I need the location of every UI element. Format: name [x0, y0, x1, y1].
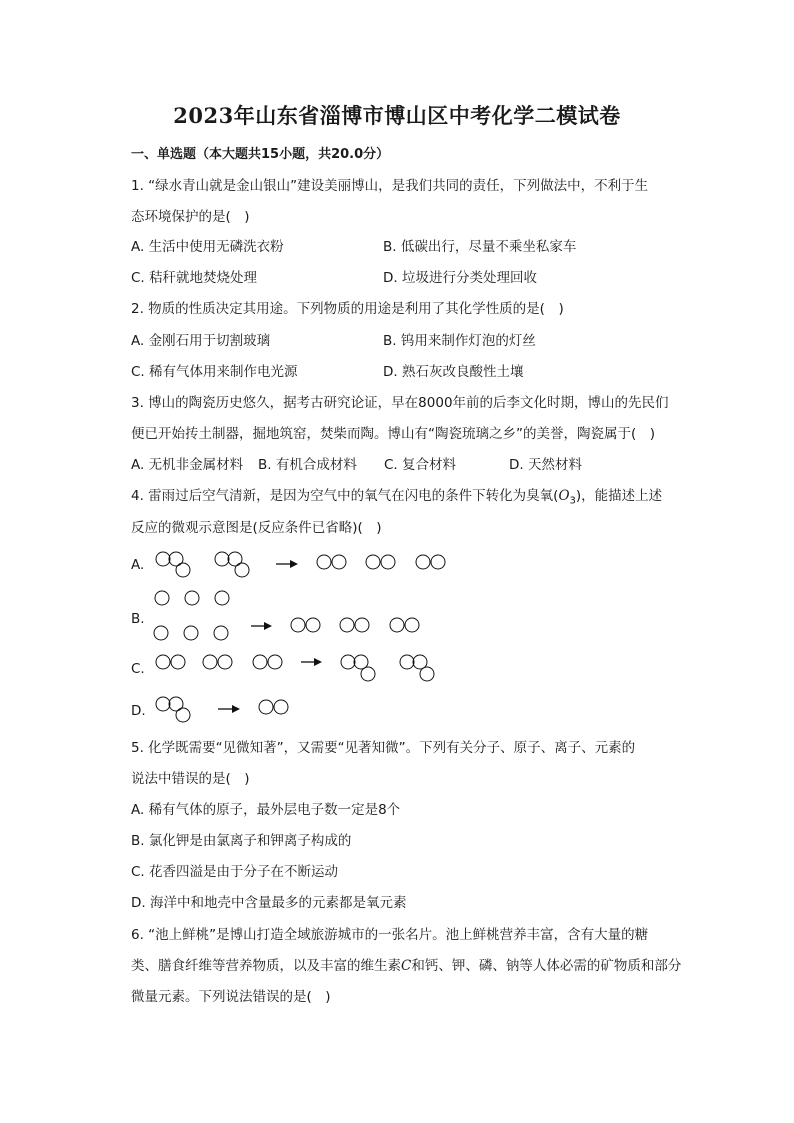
- page-title: 2023年山东省淄博市博山区中考化学二模试卷: [173, 103, 621, 128]
- q4-option-a-label: A.: [131, 557, 145, 573]
- arrow-icon: [276, 560, 298, 568]
- oxygen-molecule: [253, 655, 282, 669]
- q1-option-b: B. 低碳出行，尽量不乘坐私家车: [383, 239, 577, 255]
- question-3-text-cont: 便已开始抟土制器，掘地筑窑，焚柴而陶。博山有“陶瓷琉璃之乡”的美誉，陶瓷属于( ): [131, 426, 656, 442]
- q4-option-d-label: D.: [131, 703, 146, 719]
- q1-option-c: C. 秸秆就地焚烧处理: [131, 270, 258, 286]
- q1-option-a: A. 生活中使用无磷洗衣粉: [131, 239, 284, 255]
- q4-option-c-label: C.: [131, 661, 145, 677]
- oxygen-molecule: [416, 555, 445, 569]
- q3-option-d: D. 天然材料: [509, 457, 582, 473]
- q4-a-diagram: [156, 552, 445, 577]
- question-1-text-cont: 态环境保护的是( ): [131, 209, 250, 225]
- section-heading: 一、单选题（本大题共15小题，共20.0分）: [131, 147, 390, 162]
- ozone-subscript: 3: [569, 495, 576, 507]
- ozone-molecule: [156, 697, 190, 722]
- oxygen-molecule: [259, 700, 288, 714]
- arrow-icon: [251, 622, 272, 630]
- q2-option-c: C. 稀有气体用来制作电光源: [131, 364, 298, 380]
- ozone-formula: O: [558, 488, 570, 504]
- ozone-molecule: [215, 552, 249, 577]
- vitamin-c-symbol: C: [401, 958, 412, 974]
- q3-option-b: B. 有机合成材料: [258, 457, 357, 473]
- q5-option-c: C. 花香四溢是由于分子在不断运动: [131, 864, 339, 880]
- question-6-text: 6. “池上鲜桃”是博山打造全域旅游城市的一张名片。池上鲜桃营养丰富，含有大量的糖: [131, 927, 649, 943]
- q3-option-a: A. 无机非金属材料: [131, 457, 244, 473]
- ozone-molecule: [400, 655, 434, 681]
- ozone-molecule: [341, 655, 375, 681]
- q2-option-a: A. 金刚石用于切割玻璃: [131, 333, 271, 349]
- oxygen-molecule: [317, 555, 346, 569]
- oxygen-atoms: [154, 591, 229, 640]
- question-4-text-cont: 反应的微观示意图是(反应条件已省略)( ): [131, 520, 382, 536]
- question-5-text-cont: 说法中错误的是( ): [131, 771, 250, 787]
- q2-option-d: D. 熟石灰改良酸性土壤: [383, 364, 524, 380]
- q4-d-diagram: [156, 697, 288, 722]
- question-1-text: 1. “绿水青山就是金山银山”建设美丽博山，是我们共同的责任，下列做法中，不利于生: [131, 178, 649, 194]
- ozone-molecule: [156, 552, 190, 577]
- oxygen-molecule: [340, 618, 369, 632]
- q5-option-a: A. 稀有气体的原子，最外层电子数一定是8个: [131, 802, 401, 818]
- question-3-text: 3. 博山的陶瓷历史悠久，据考古研究论证，早在8000年前的后李文化时期，博山的先民们: [131, 395, 669, 411]
- question-2-text: 2. 物质的性质决定其用途。下列物质的用途是利用了其化学性质的是( ): [131, 301, 564, 317]
- oxygen-molecule: [390, 618, 419, 632]
- q3-option-c: C. 复合材料: [384, 457, 457, 473]
- question-4-text: 4. 雷雨过后空气清新，是因为空气中的氧气在闪电的条件下转化为臭氧$(O_3)$，能描述上述: [131, 488, 663, 507]
- oxygen-molecule: [203, 655, 232, 669]
- question-6-text-cont: 类、膳食纤维等营养物质，以及丰富的维生素C和钙、钾、磷、钠等人体必需的矿物质和部分: [131, 958, 682, 974]
- q1-option-d: D. 垃圾进行分类处理回收: [383, 270, 537, 286]
- question-6-text-cont-2: 微量元素。下列说法错误的是( ): [131, 989, 331, 1005]
- oxygen-molecule: [291, 618, 320, 632]
- arrow-icon: [218, 705, 240, 713]
- question-5-text: 5. 化学既需要“见微知著”，又需要“见著知微”。下列有关分子、原子、离子、元素的: [131, 740, 636, 756]
- q5-option-b: B. 氯化钾是由氯离子和钾离子构成的: [131, 833, 352, 849]
- q2-option-b: B. 钨用来制作灯泡的灯丝: [383, 333, 536, 349]
- q4-c-diagram: [156, 655, 434, 681]
- oxygen-molecule: [366, 555, 395, 569]
- q5-option-d: D. 海洋中和地壳中含量最多的元素都是氧元素: [131, 895, 407, 911]
- q4-option-b-label: B.: [131, 611, 145, 627]
- q4-b-diagram: [154, 591, 419, 640]
- arrow-icon: [301, 658, 322, 666]
- oxygen-molecule: [156, 655, 185, 669]
